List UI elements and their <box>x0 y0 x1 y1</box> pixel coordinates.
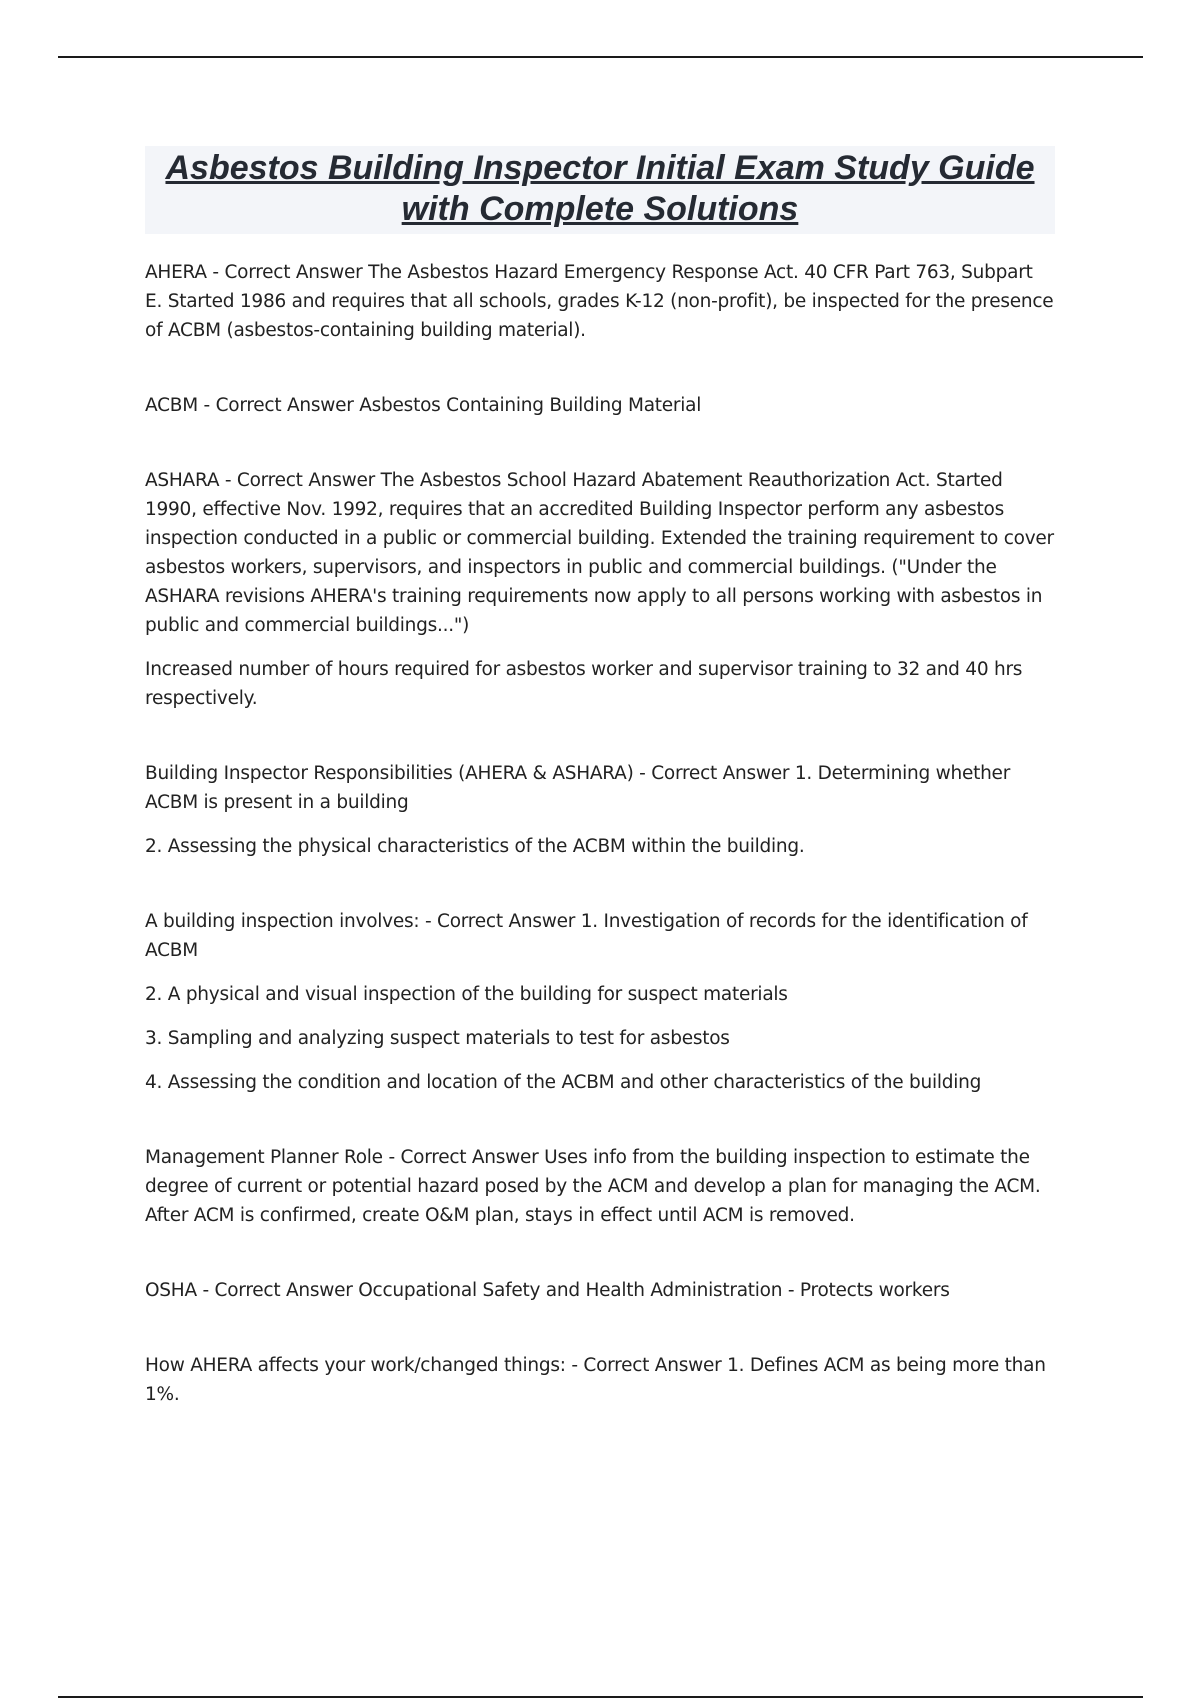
entry-continuation: 4. Assessing the condition and location of the ACBM and other characteristics of the building <box>145 1072 982 1093</box>
entry-continuation: 2. Assessing the physical characteristics of the ACBM within the building. <box>145 836 805 857</box>
entry-term-answer: ASHARA - Correct Answer The Asbestos School Hazard Abatement Reauthorization Act. Started 1990, effective Nov. 1992, requires that an accredited Building Inspector perform any asbestos inspection conducted in a public or commercial building. Extended the training requirement to cover asbestos workers, supervisors, and inspectors in public and commercial buildings. ("Under the ASHARA revisions AHERA's training requirements now apply to all persons working with asbestos in public and commercial buildings...") <box>145 470 1054 636</box>
document-title: Asbestos Building Inspector Initial Exam Study Guide with Complete Solutions <box>165 149 1035 228</box>
entry-term-answer: OSHA - Correct Answer Occupational Safety and Health Administration - Protects workers <box>145 1280 950 1301</box>
top-divider <box>58 56 1143 58</box>
entry-term-answer: How AHERA affects your work/changed things: - Correct Answer 1. Defines ACM as being more than 1%. <box>145 1355 1046 1405</box>
entry-term-answer: AHERA - Correct Answer The Asbestos Hazard Emergency Response Act. 40 CFR Part 763, Subpart E. Started 1986 and requires that all schools, grades K-12 (non-profit), be inspected for the presence of ACBM (asbestos-containing building material). <box>145 262 1054 341</box>
qa-entry <box>145 1276 1055 1305</box>
entry-term-answer: ACBM - Correct Answer Asbestos Containing Building Material <box>145 395 702 416</box>
qa-entry <box>145 1143 1055 1230</box>
entry-continuation: 3. Sampling and analyzing suspect materials to test for asbestos <box>145 1028 730 1049</box>
qa-entry <box>145 258 1055 345</box>
entry-continuation: 2. A physical and visual inspection of the building for suspect materials <box>145 984 788 1005</box>
bottom-divider <box>58 1696 1143 1698</box>
qa-entry <box>145 907 1055 1097</box>
entry-term-answer: Building Inspector Responsibilities (AHERA & ASHARA) - Correct Answer 1. Determining whether ACBM is present in a building <box>145 763 1011 813</box>
entry-term-answer: A building inspection involves: - Correct Answer 1. Investigation of records for the identification of ACBM <box>145 911 1028 961</box>
qa-entry <box>145 466 1055 713</box>
qa-entries <box>145 258 1055 1409</box>
document-body <box>145 146 1055 1455</box>
qa-entry <box>145 759 1055 861</box>
entry-term-answer: Management Planner Role - Correct Answer Uses info from the building inspection to estimate the degree of current or potential hazard posed by the ACM and develop a plan for managing the ACM. After ACM is confirmed, create O&M plan, stays in effect until ACM is removed. <box>145 1147 1041 1226</box>
title-banner <box>145 146 1055 234</box>
entry-continuation: Increased number of hours required for asbestos worker and supervisor training to 32 and 40 hrs respectively. <box>145 659 1023 709</box>
qa-entry <box>145 391 1055 420</box>
qa-entry <box>145 1351 1055 1409</box>
